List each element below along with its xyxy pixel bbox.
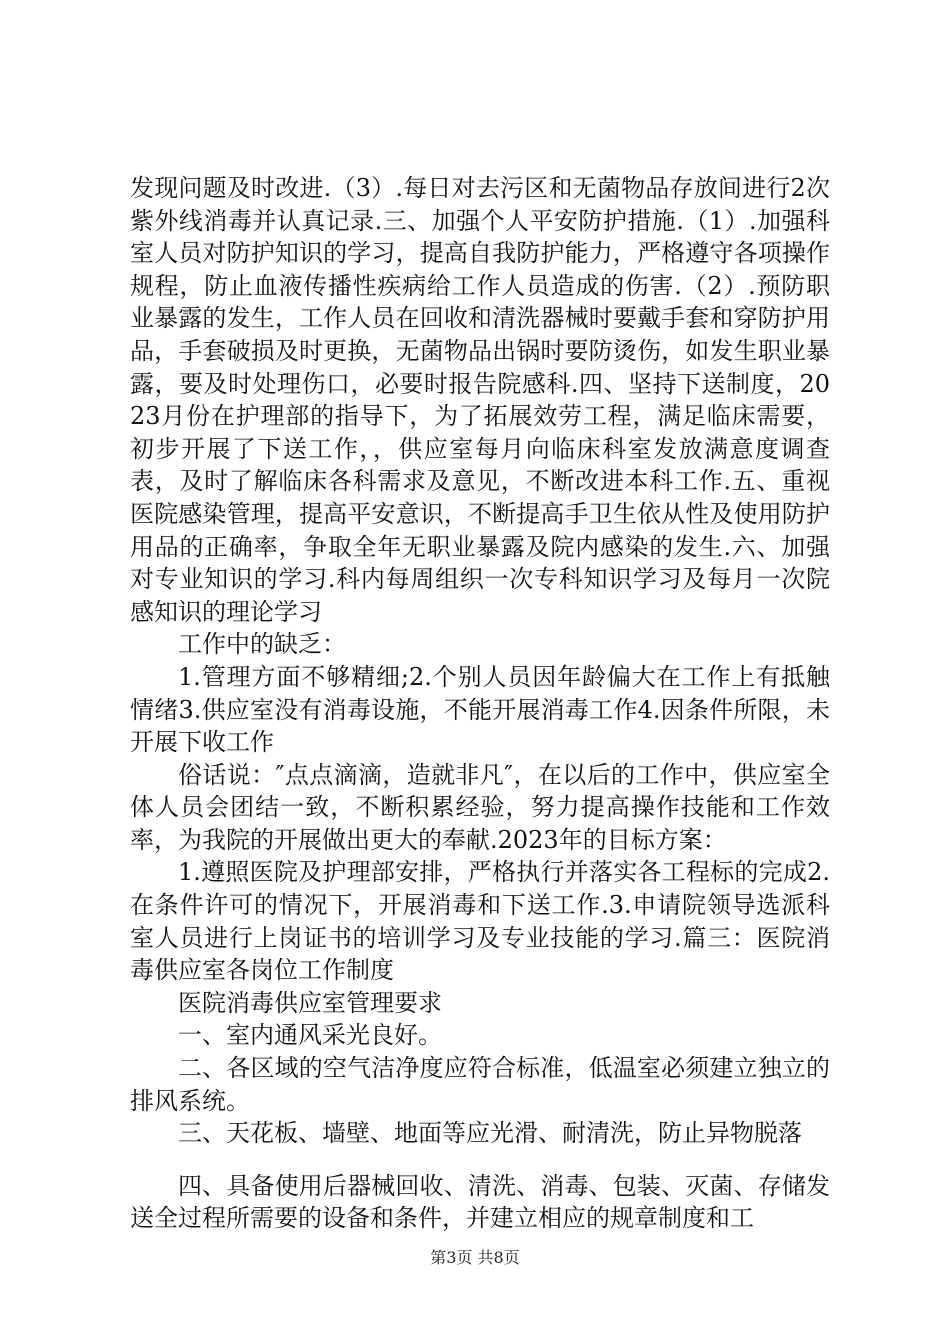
paragraph-shortcomings-heading: 工作中的缺乏： — [178, 630, 346, 659]
paragraph-item-4: 四、具备使用后器械回收、清洗、消毒、包装、灭菌、存储发送全过程所需要的设备和条件，并建立相应的规章制度和工 — [130, 1171, 830, 1233]
document-body — [130, 172, 830, 1235]
paragraph-goals: 1.遵照医院及护理部安排，严格执行并落实各工程标的完成2.在条件许可的情况下，开展消毒和下送工作.3.申请院领导选派科室人员进行上岗证书的培训学习及专业技能的学习.篇三：医院消毒供应室各岗位工作制度 — [130, 858, 830, 985]
paragraph-saying: 俗话说：″点点滴滴，造就非凡″，在以后的工作中，供应室全体人员会团结一致，不断积累经验，努力提高操作技能和工作效率，为我院的开展做出更大的奉献.2023年的目标方案： — [130, 760, 830, 854]
paragraph-shortcomings-list: 1.管理方面不够精细;2.个别人员因年龄偏大在工作上有抵触情绪3.供应室没有消毒设施，不能开展消毒工作4.因条件所限，未开展下收工作 — [130, 662, 830, 757]
paragraph-item-2: 二、各区域的空气洁净度应符合标准，低温室必须建立独立的排风系统。 — [130, 1054, 830, 1115]
page-number-footer: 第3页 共8页 — [430, 1248, 520, 1267]
paragraph-item-3: 三、天花板、墙壁、地面等应光滑、耐清洗，防止异物脱落 — [178, 1119, 802, 1148]
paragraph-section-title: 医院消毒供应室管理要求 — [178, 988, 442, 1017]
paragraph-item-1: 一、室内通风采光良好。 — [178, 1021, 442, 1050]
paragraph-continuation: 发现问题及时改进.（3）.每日对去污区和无菌物品存放间进行2次紫外线消毒并认真记录.三、加强个人平安防护措施.（1）.加强科室人员对防护知识的学习，提高自我防护能力，严格遵守各项操作规程，防止血液传播性疾病给工作人员造成的伤害.（2）.预防职业暴露的发生，工作人员在回收和清洗器械时要戴手套和穿防护用品，手套破损及时更换，无菌物品出锅时要防烫伤，如发生职业暴露，要及时处理伤口，必要时报告院感科.四、坚持下送制度，2023月份在护理部的指导下，为了拓展效劳工程，满足临床需要，初步开展了下送工作，，供应室每月向临床科室发放满意度调查表，及时了解临床各科需求及意见，不断改进本科工作.五、重视医院感染管理，提高平安意识，不断提高手卫生依从性及使用防护用品的正确率，争取全年无职业暴露及院内感染的发生.六、加强对专业知识的学习.科内每周组织一次专科知识学习及每月一次院感知识的理论学习 — [130, 174, 830, 626]
